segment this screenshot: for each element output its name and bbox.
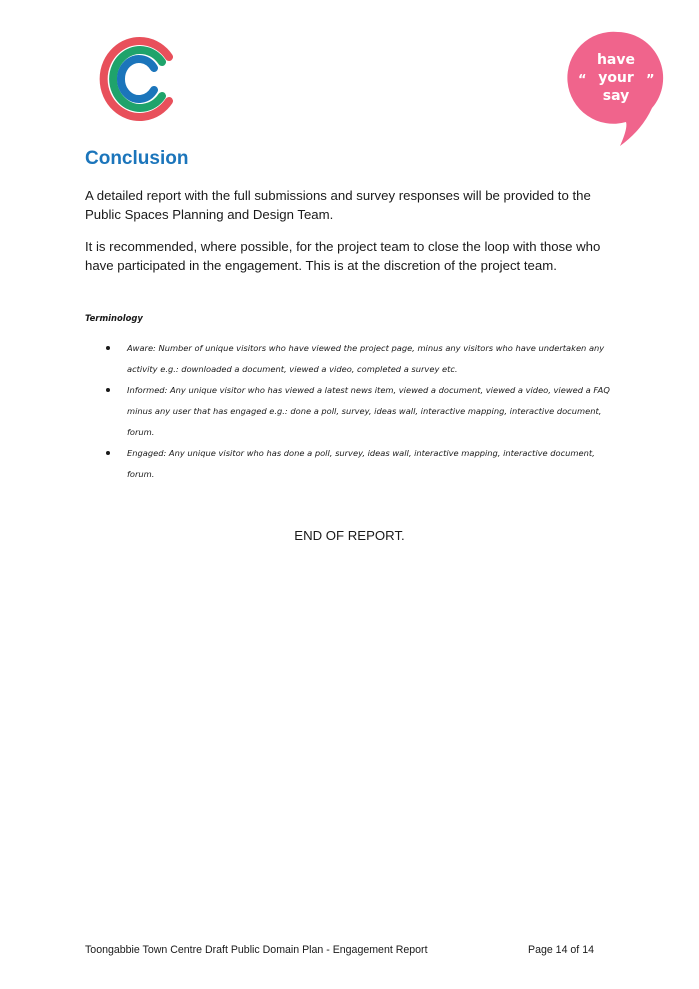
have-your-say-logo: [566, 30, 664, 148]
terminology-list: [106, 338, 622, 485]
terminology-item-aware: Aware: Number of unique visitors who have viewed the project page, minus any visitors who have undertaken any activity e.g.: downloaded a document, viewed a video, completed a survey etc.: [106, 338, 622, 380]
footer-page-number: Page 14 of 14: [528, 944, 594, 956]
conclusion-paragraph-2: It is recommended, where possible, for the project team to close the loop with those who have participated in the engagement. This is at the discretion of the project team.: [85, 239, 601, 273]
open-quote-icon: “: [578, 73, 587, 88]
terminology-item-engaged: Engaged: Any unique visitor who has done a poll, survey, ideas wall, interactive mapping, interactive document, forum.: [106, 443, 622, 485]
close-quote-icon: ”: [646, 73, 655, 88]
page-title: Conclusion: [85, 148, 189, 169]
have-your-say-line1: have: [596, 52, 636, 68]
end-of-report: END OF REPORT.: [294, 528, 405, 543]
terminology-item-informed: Informed: Any unique visitor who has viewed a latest news item, viewed a document, viewed a video, viewed a FAQ minus any user that has engaged e.g.: done a poll, survey, ideas wall, interactive mapping, interactive document, forum.: [106, 380, 622, 443]
c-logo-icon: [88, 30, 178, 128]
terminology-heading: Terminology: [85, 313, 143, 323]
footer-document-title: Toongabbie Town Centre Draft Public Domain Plan - Engagement Report: [85, 944, 428, 956]
conclusion-paragraph-1: A detailed report with the full submissions and survey responses will be provided to the Public Spaces Planning and Design Team.: [85, 188, 591, 222]
have-your-say-line2: your: [598, 70, 634, 86]
have-your-say-line3: say: [602, 88, 630, 104]
